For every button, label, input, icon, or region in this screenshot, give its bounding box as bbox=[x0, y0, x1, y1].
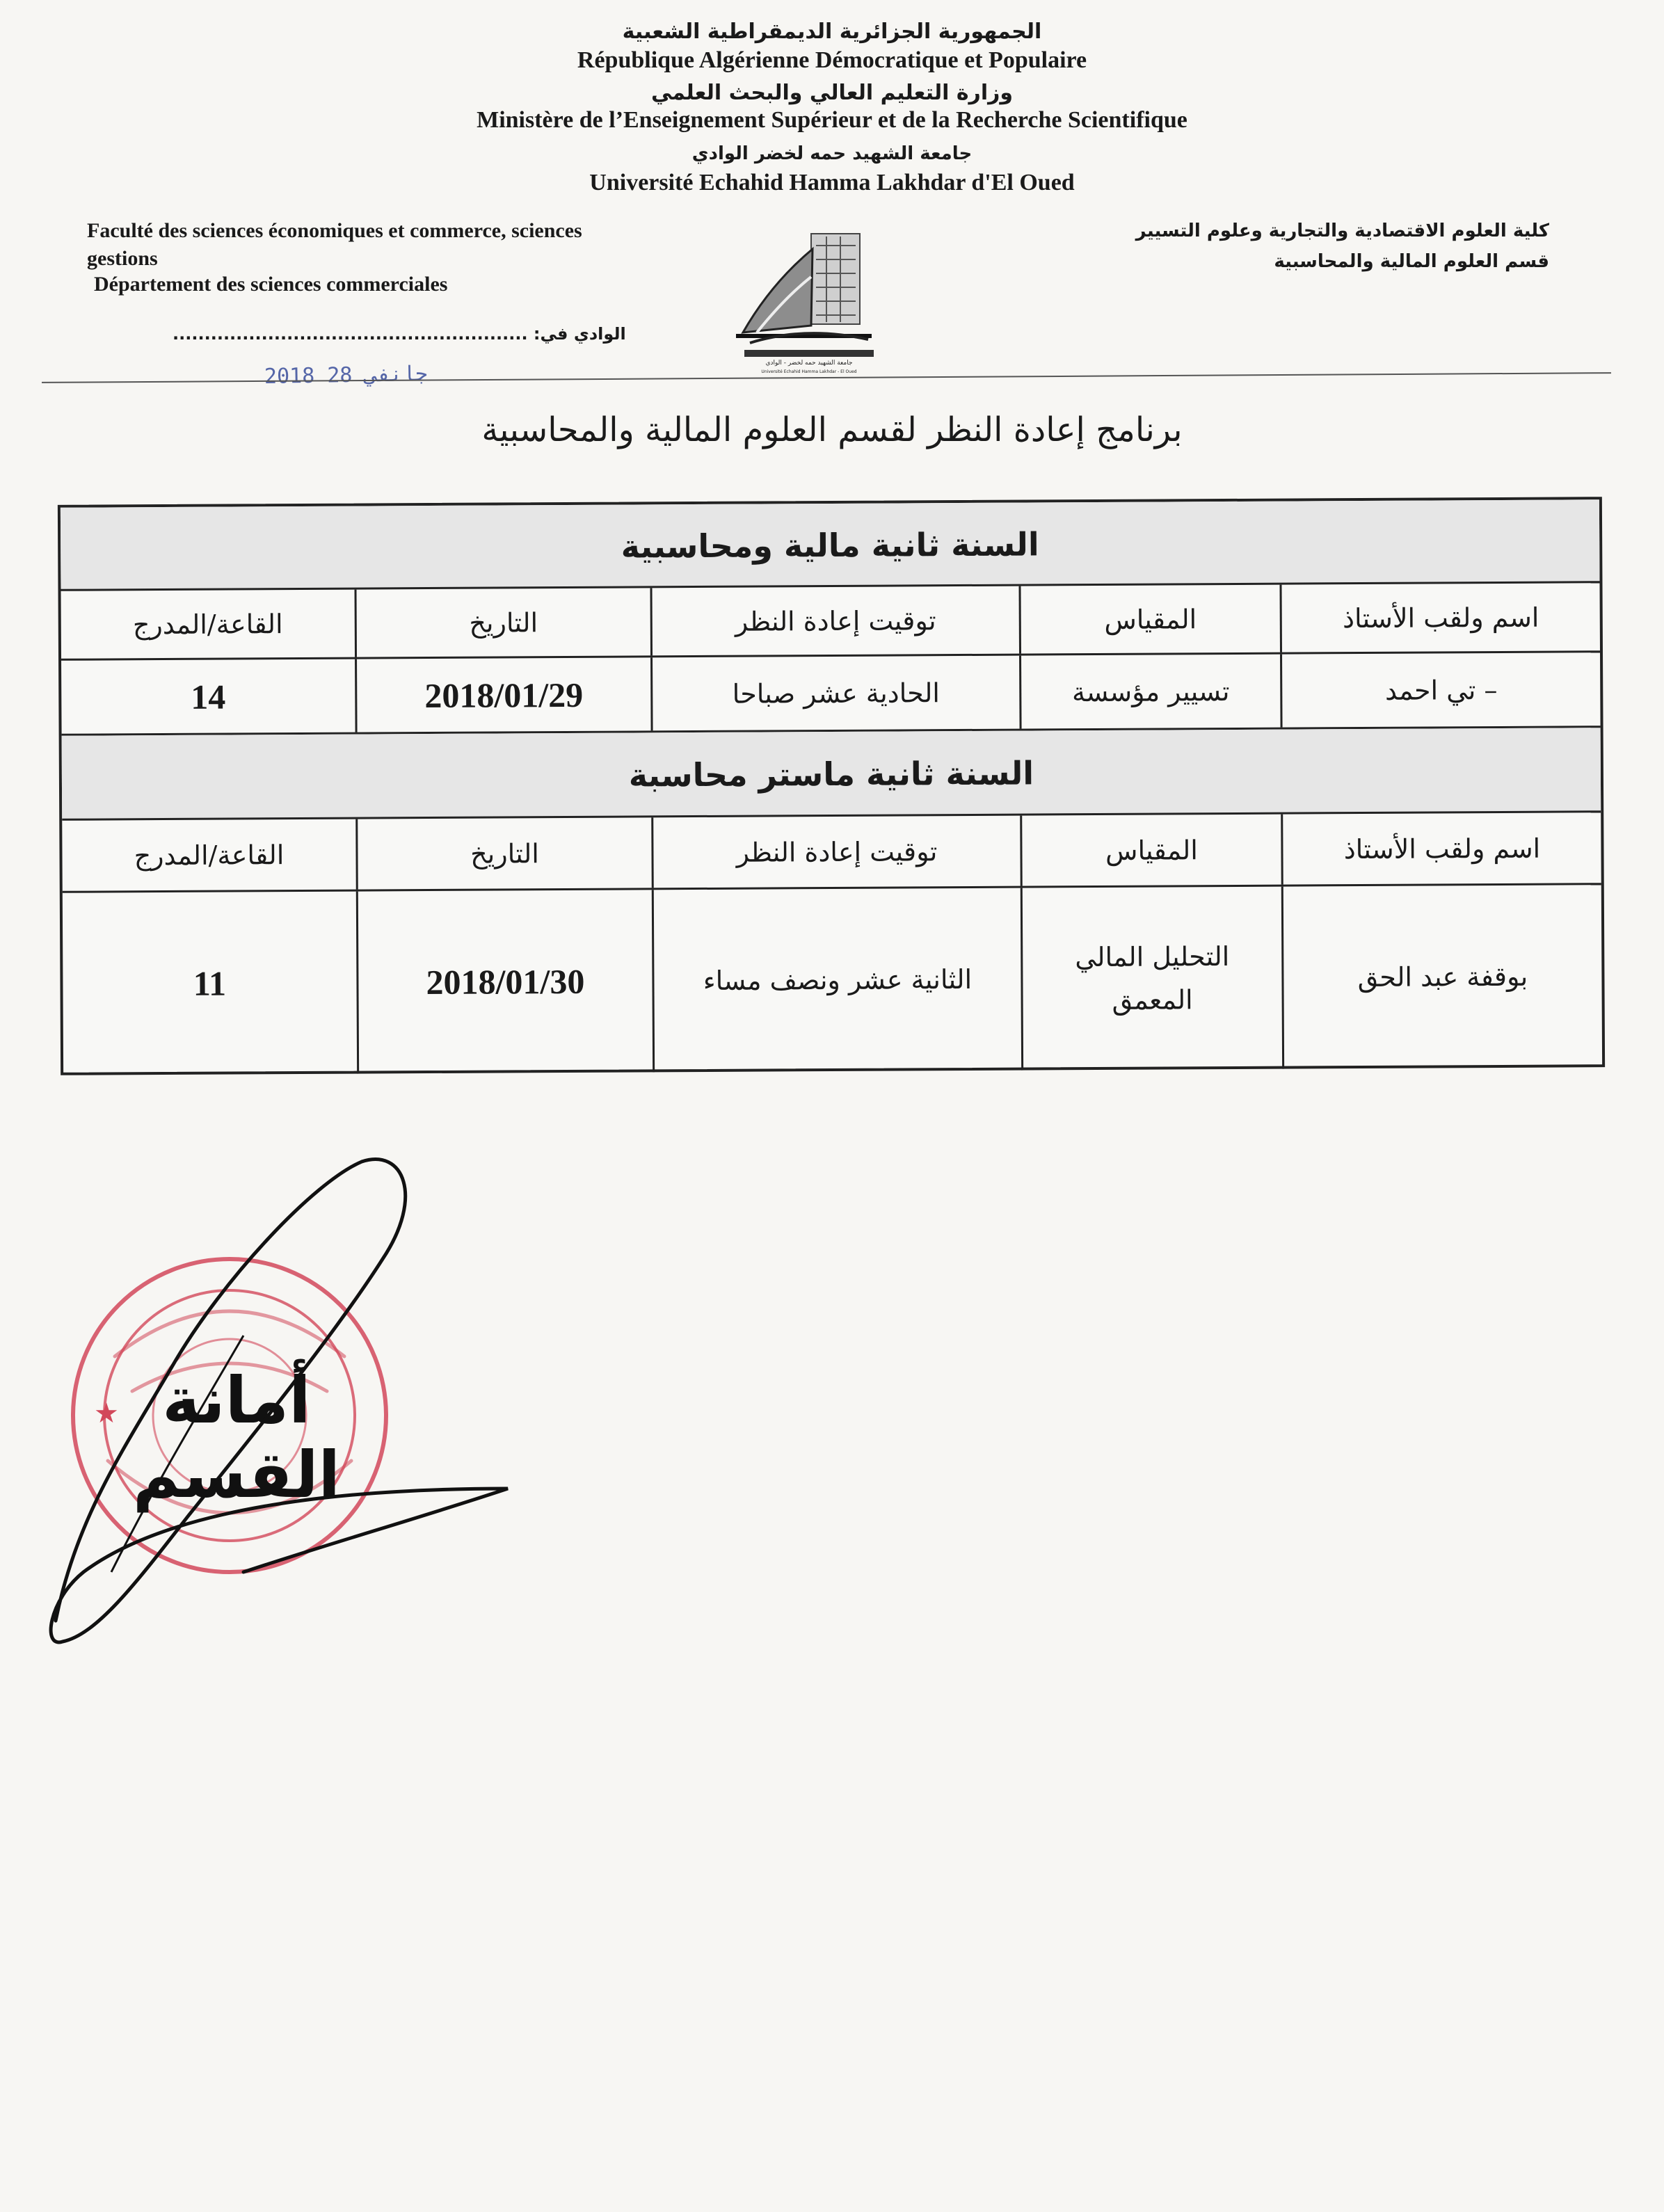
ministry-fr: Ministère de l’Enseignement Supérieur et de la Recherche Scientifique bbox=[477, 107, 1187, 133]
cell-module-line1: التحليل المالي bbox=[1075, 941, 1230, 973]
faculty-fr-line1: Faculté des sciences économiques et commerce, sciences bbox=[87, 219, 582, 242]
section-title: السنة ثانية ماستر محاسبة bbox=[62, 728, 1601, 821]
col-header-room: القاعة/المدرج bbox=[132, 608, 283, 640]
cell-room: 11 bbox=[193, 963, 227, 1003]
svg-text:★: ★ bbox=[94, 1397, 119, 1429]
table-header-row bbox=[62, 812, 1601, 893]
republic-ar: الجمهورية الجزائرية الديمقراطية الشعبية bbox=[622, 19, 1042, 44]
date-stamp: 2018 جانفي 28 bbox=[264, 361, 429, 390]
university-ar: جامعة الشهيد حمه لخضر الوادي bbox=[691, 143, 973, 164]
col-header-module: المقياس bbox=[1020, 815, 1281, 886]
col-header-teacher: اسم ولقب الأستاذ bbox=[1281, 812, 1601, 884]
cell-date: 2018/01/30 bbox=[356, 890, 653, 1073]
university-fr: Université Echahid Hamma Lakhdar d'El Oued bbox=[589, 170, 1075, 195]
cell-module bbox=[1021, 887, 1282, 1071]
cell-time: الثانية عشر ونصف مساء bbox=[652, 888, 1021, 1073]
place-date-line bbox=[173, 324, 626, 344]
col-header-time: توقيت إعادة النظر bbox=[650, 586, 1020, 656]
table-row bbox=[63, 885, 1602, 1075]
table-header-row bbox=[61, 583, 1600, 661]
ministry-ar: وزارة التعليم العالي والبحث العلمي bbox=[650, 81, 1014, 105]
stamp-label: أمانة القسم bbox=[132, 1363, 341, 1512]
section-title: السنة ثانية مالية ومحاسبية bbox=[61, 499, 1600, 591]
university-logo bbox=[729, 221, 889, 374]
cell-time: الحادية عشر صباحا bbox=[650, 656, 1020, 731]
cell-date: 2018/01/29 bbox=[355, 657, 651, 732]
faculty-fr-line2: gestions bbox=[87, 247, 158, 270]
signature bbox=[35, 1155, 536, 1656]
place-date-dots: ........................................................ bbox=[173, 324, 528, 344]
page-title: برنامج إعادة النظر لقسم العلوم المالية والمحاسبية bbox=[481, 410, 1183, 449]
col-header-date: التاريخ bbox=[355, 588, 651, 657]
table-row bbox=[61, 652, 1601, 736]
col-header-date: التاريخ bbox=[355, 817, 652, 889]
faculty-ar-line1: كلية العلوم الاقتصادية والتجارية وعلوم التسيير bbox=[1135, 221, 1549, 241]
faculty-fr bbox=[87, 217, 713, 273]
col-header-teacher: اسم ولقب الأستاذ bbox=[1279, 583, 1600, 652]
place-date-label: الوادي في: bbox=[527, 324, 626, 344]
cell-room: 14 bbox=[191, 677, 226, 716]
faculty-ar bbox=[1136, 216, 1549, 277]
logo-caption-ar: جامعة الشهيد حمه لخضر - الوادي bbox=[765, 360, 853, 367]
cell-teacher: بوقفة عبد الحق bbox=[1281, 885, 1602, 1068]
cell-module-line2: المعمق bbox=[1112, 984, 1193, 1016]
cell-module: تسيير مؤسسة bbox=[1019, 655, 1281, 729]
department-ar: قسم العلوم المالية والمحاسبية bbox=[1274, 251, 1549, 272]
logo-caption-fr: Université Echahid Hamma Lakhdar - El Oued bbox=[761, 369, 857, 374]
col-header-time: توقيت إعادة النظر bbox=[651, 816, 1021, 888]
republic-fr: République Algérienne Démocratique et Populaire bbox=[577, 47, 1087, 73]
review-schedule-table bbox=[58, 497, 1605, 1075]
cell-teacher: – تي احمد bbox=[1280, 652, 1601, 727]
col-header-room: القاعة/المدرج bbox=[134, 839, 285, 871]
department-fr: Département des sciences commerciales bbox=[94, 273, 448, 296]
col-header-module: المقياس bbox=[1018, 585, 1280, 654]
